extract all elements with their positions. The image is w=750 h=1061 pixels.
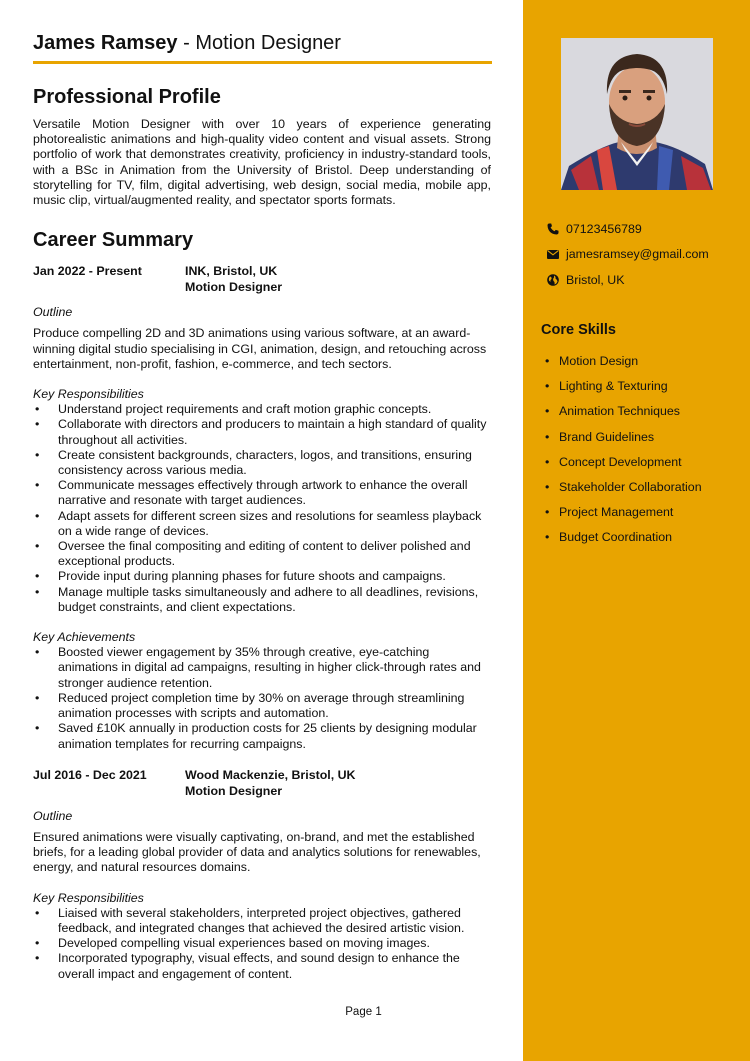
- list-item: • Developed compelling visual experiences based on moving images.: [33, 936, 491, 951]
- job-company-role: [185, 767, 356, 799]
- list-item: • Liaised with several stakeholders, interpreted project objectives, gathered feedback, and integrated changes that achieved the desired artistic vision.: [33, 906, 491, 936]
- resume-header: [33, 30, 491, 56]
- job-dates: Jul 2016 - Dec 2021: [33, 767, 147, 782]
- outline-label: Outline: [33, 808, 73, 823]
- job-outline: Ensured animations were visually captivating, on-brand, and met the established briefs, for a leading global provider of data and analytics solutions for renewables, energy, and natural resources domains.: [33, 829, 481, 875]
- header-separator: -: [177, 32, 196, 54]
- location: Bristol, UK: [566, 272, 625, 287]
- job-dates: Jan 2022 - Present: [33, 264, 142, 279]
- candidate-name: James Ramsey: [33, 32, 178, 54]
- responsibilities-list: [33, 906, 491, 982]
- list-item: • Understand project requirements and craft motion graphic concepts.: [33, 402, 491, 417]
- list-item: • Manage multiple tasks simultaneously and adhere to all deadlines, revisions, budget constraints, and client expectations.: [33, 585, 491, 615]
- profile-photo: [561, 38, 713, 190]
- skills-heading: Core Skills: [541, 322, 616, 338]
- outline-label: Outline: [33, 305, 73, 320]
- skill-item: • Lighting & Texturing: [541, 378, 702, 403]
- job-role: Motion Designer: [185, 783, 283, 798]
- page-number: Page 1: [345, 1006, 382, 1018]
- email-address: jamesramsey@gmail.com: [566, 247, 709, 262]
- skills-list: [541, 353, 702, 555]
- job-outline: Produce compelling 2D and 3D animations using various software, at an award-winning digital studio specialising in CGI, animation, design, and retouching across entertainment, non-profit, fashion, e-commerce, and tech sectors.: [33, 326, 487, 371]
- sidebar: [523, 0, 750, 1061]
- skill-item: • Brand Guidelines: [541, 429, 702, 454]
- skill-item: • Stakeholder Collaboration: [541, 479, 702, 504]
- list-item: • Adapt assets for different screen sizes and resolutions for seamless playback on a wide range of devices.: [33, 509, 491, 539]
- header-divider: [33, 61, 492, 64]
- skill-item: • Animation Techniques: [541, 403, 702, 428]
- skill-item: • Project Management: [541, 504, 702, 529]
- contact-details: [547, 221, 709, 297]
- profile-heading: Professional Profile: [33, 86, 221, 108]
- list-item: • Create consistent backgrounds, characters, logos, and transitions, ensuring consistency across various media.: [33, 448, 491, 478]
- job-company: INK, Bristol, UK: [185, 264, 278, 279]
- contact-location: [547, 272, 709, 288]
- phone-icon: [547, 223, 559, 235]
- job-title: Motion Designer: [195, 32, 341, 54]
- responsibilities-label: Key Responsibilities: [33, 387, 144, 402]
- skill-item: • Motion Design: [541, 353, 702, 378]
- responsibilities-list: [33, 402, 491, 615]
- list-item: • Incorporated typography, visual effects, and sound design to enhance the overall impact and engagement of content.: [33, 951, 491, 981]
- job-header: [33, 767, 491, 799]
- list-item: • Oversee the final compositing and editing of content to deliver polished and exceptional products.: [33, 539, 491, 569]
- job-company: Wood Mackenzie, Bristol, UK: [185, 767, 356, 782]
- job-role: Motion Designer: [185, 280, 283, 295]
- globe-icon: [547, 274, 559, 286]
- job-header: [33, 263, 491, 295]
- career-heading: Career Summary: [33, 229, 194, 252]
- contact-email: [547, 246, 709, 262]
- list-item: • Boosted viewer engagement by 35% through creative, eye-catching animations in digital ad campaigns, resulting in higher click-through rates and stronger audience retention.: [33, 645, 491, 691]
- skill-item: • Concept Development: [541, 454, 702, 479]
- achievements-list: [33, 645, 491, 751]
- contact-phone: [547, 221, 709, 237]
- list-item: • Communicate messages effectively through artwork to enhance the overall narrative and resonate with target audiences.: [33, 478, 491, 508]
- profile-text: Versatile Motion Designer with over 10 years of experience generating photorealistic animations and high-quality video content and visual assets. Strong portfolio of work that demonstrates creativity, proficiency in industry-standard tools, with a BSc in Animation from the University of Bristol. Deep understanding of storytelling for TV, film, digital advertising, web design, social media, mobile app, music clip, virtual/augmented reality, and spectator sports formats.: [33, 117, 491, 208]
- responsibilities-label: Key Responsibilities: [33, 890, 144, 905]
- skill-item: • Budget Coordination: [541, 529, 702, 554]
- phone-number: 07123456789: [566, 222, 642, 236]
- list-item: • Saved £10K annually in production costs for 25 clients by designing modular animation templates for recurring campaigns.: [33, 721, 491, 751]
- list-item: • Reduced project completion time by 30% on average through streamlining animation processes with scripts and automation.: [33, 691, 491, 721]
- main-column: [33, 30, 491, 982]
- achievements-label: Key Achievements: [33, 630, 136, 645]
- list-item: • Provide input during planning phases for future shoots and campaigns.: [33, 569, 491, 584]
- email-icon: [547, 248, 559, 260]
- list-item: • Collaborate with directors and producers to maintain a high standard of quality throughout all activities.: [33, 417, 491, 447]
- job-company-role: [185, 263, 282, 295]
